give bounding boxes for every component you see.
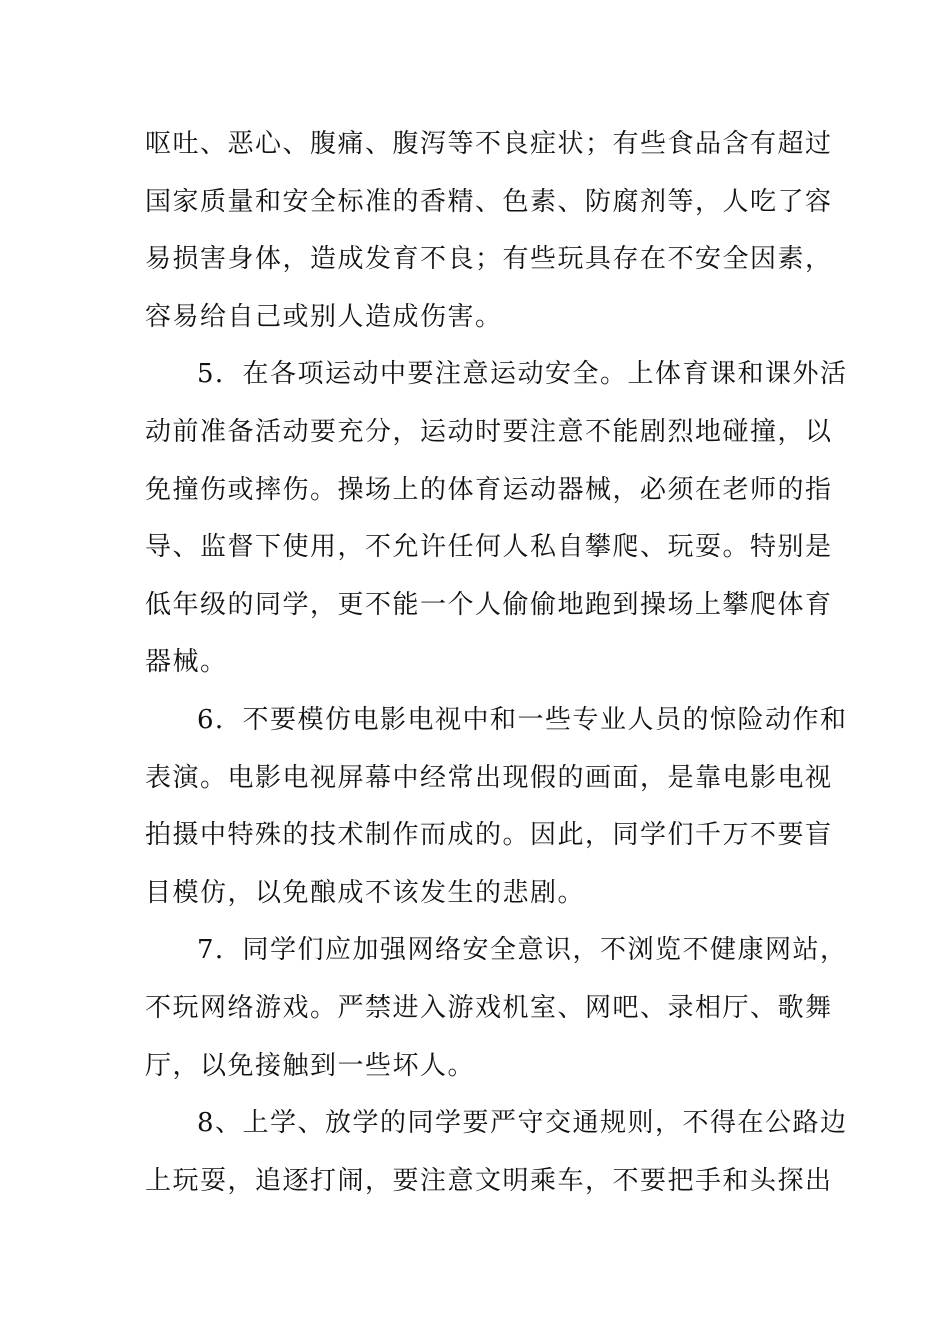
text-line: 导、监督下使用，不允许任何人私自攀爬、玩耍。特别是 xyxy=(145,532,833,563)
paragraph-item-6 xyxy=(145,692,848,922)
text-line: 动前准备活动要充分，运动时要注意不能剧烈地碰撞，以 xyxy=(145,416,833,447)
text-line: 厅，以免接触到一些坏人。 xyxy=(145,1050,476,1081)
text-line-first: 6．不要模仿电影电视中和一些专业人员的惊险动作和 xyxy=(197,704,848,735)
paragraph-item-5 xyxy=(145,346,848,692)
text-line: 拍摄中特殊的技术制作而成的。因此，同学们千万不要盲 xyxy=(145,820,833,851)
paragraph-continuation xyxy=(145,116,833,346)
text-line: 易损害身体，造成发育不良；有些玩具存在不安全因素， xyxy=(145,244,833,275)
text-line: 容易给自己或别人造成伤害。 xyxy=(145,301,503,332)
text-line: 上玩耍，追逐打闹，要注意文明乘车，不要把手和头探出 xyxy=(145,1165,833,1196)
text-line: 国家质量和安全标准的香精、色素、防腐剂等，人吃了容 xyxy=(145,186,833,217)
text-line-first: 7．同学们应加强网络安全意识，不浏览不健康网站， xyxy=(197,935,848,966)
text-line: 器械。 xyxy=(145,647,228,678)
text-line: 不玩网络游戏。严禁进入游戏机室、网吧、录相厅、歌舞 xyxy=(145,992,833,1023)
text-line: 目模仿，以免酿成不该发生的悲剧。 xyxy=(145,877,586,908)
paragraph-item-8 xyxy=(145,1095,848,1210)
paragraph-item-7 xyxy=(145,922,848,1095)
text-line: 免撞伤或摔伤。操场上的体育运动器械，必须在老师的指 xyxy=(145,474,833,505)
text-line: 低年级的同学，更不能一个人偷偷地跑到操场上攀爬体育 xyxy=(145,589,833,620)
text-line: 表演。电影电视屏幕中经常出现假的画面，是靠电影电视 xyxy=(145,762,833,793)
text-line-first: 8、上学、放学的同学要严守交通规则，不得在公路边 xyxy=(197,1108,848,1139)
document-body xyxy=(145,116,848,1210)
text-line: 呕吐、恶心、腹痛、腹泻等不良症状；有些食品含有超过 xyxy=(145,129,833,159)
text-line-first: 5．在各项运动中要注意运动安全。上体育课和课外活 xyxy=(197,359,848,390)
